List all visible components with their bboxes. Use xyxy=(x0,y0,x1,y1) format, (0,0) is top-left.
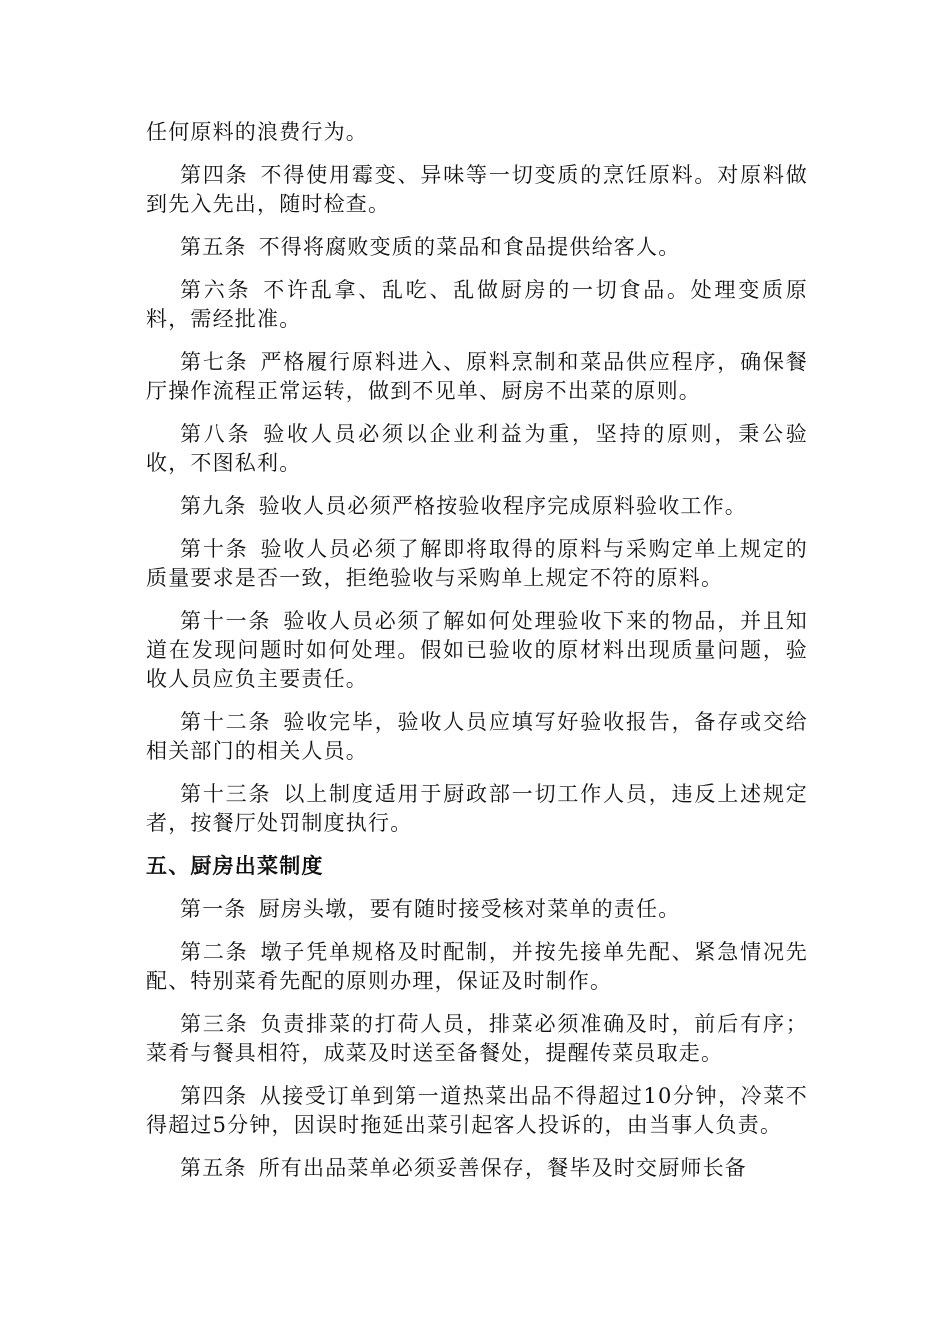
serving-rules-articles xyxy=(146,895,808,1183)
continuation-text: 任何原料的浪费行为。 xyxy=(146,120,368,144)
article-text: 验收完毕，验收人员应填写好验收报告，备存或交给相关部门的相关人员。 xyxy=(146,710,808,763)
article-paragraph xyxy=(146,1154,808,1183)
article-paragraph xyxy=(146,348,808,406)
article-number: 第四条 xyxy=(180,1084,248,1108)
article-text: 厨房头墩，要有随时接受核对菜单的责任。 xyxy=(258,897,681,921)
article-number: 第十二条 xyxy=(180,710,272,734)
article-paragraph xyxy=(146,938,808,996)
article-number: 第九条 xyxy=(180,494,247,518)
article-text: 从接受订单到第一道热菜出品不得超过10分钟，冷菜不得超过5分钟，因误时拖延出菜引起客人投诉的，由当事人负责。 xyxy=(146,1084,808,1137)
article-number: 第十条 xyxy=(180,537,249,561)
article-number: 第五条 xyxy=(180,235,247,259)
article-number: 第三条 xyxy=(180,1012,249,1036)
article-number: 第六条 xyxy=(180,278,252,302)
article-text: 墩子凭单规格及时配制，并按先接单先配、紧急情况先配、特别菜肴先配的原则办理，保证及时制作。 xyxy=(146,940,808,993)
article-text: 以上制度适用于厨政部一切工作人员，违反上述规定者，按餐厅处罚制度执行。 xyxy=(146,782,808,835)
article-number: 第十三条 xyxy=(180,782,272,806)
article-text: 负责排菜的打荷人员，排菜必须准确及时，前后有序；菜肴与餐具相符，成菜及时送至备餐处，提醒传菜员取走。 xyxy=(146,1012,808,1065)
article-paragraph xyxy=(146,895,808,924)
article-text: 验收人员必须严格按验收程序完成原料验收工作。 xyxy=(258,494,748,518)
article-number: 第十一条 xyxy=(180,609,272,633)
article-paragraph xyxy=(146,780,808,838)
article-paragraph xyxy=(146,420,808,478)
article-number: 第五条 xyxy=(180,1156,247,1180)
article-paragraph xyxy=(146,607,808,694)
article-number: 第四条 xyxy=(180,163,249,187)
article-text: 不许乱拿、乱吃、乱做厨房的一切食品。处理变质原料，需经批准。 xyxy=(146,278,808,331)
article-text: 不得使用霉变、异味等一切变质的烹饪原料。对原料做到先入先出，随时检查。 xyxy=(146,163,808,216)
article-paragraph xyxy=(146,1010,808,1068)
article-paragraph xyxy=(146,492,808,521)
article-number: 第二条 xyxy=(180,940,249,964)
article-paragraph xyxy=(146,535,808,593)
article-paragraph xyxy=(146,708,808,766)
article-text: 验收人员必须以企业利益为重，坚持的原则，秉公验收，不图私利。 xyxy=(146,422,808,475)
article-text: 不得将腐败变质的菜品和食品提供给客人。 xyxy=(258,235,681,259)
article-number: 第一条 xyxy=(180,897,247,921)
article-paragraph xyxy=(146,1082,808,1140)
document-body xyxy=(146,118,808,1197)
article-text: 严格履行原料进入、原料烹制和菜品供应程序，确保餐厅操作流程正常运转，做到不见单、厨房不出菜的原则。 xyxy=(146,350,808,403)
article-paragraph xyxy=(146,276,808,334)
article-number: 第八条 xyxy=(180,422,252,446)
article-text: 验收人员必须了解即将取得的原料与采购定单上规定的质量要求是否一致，拒绝验收与采购单上规定不符的原料。 xyxy=(146,537,808,590)
article-paragraph xyxy=(146,233,808,262)
article-paragraph xyxy=(146,161,808,219)
section-heading: 五、厨房出菜制度 xyxy=(146,854,324,878)
article-number: 第七条 xyxy=(180,350,249,374)
article-text: 验收人员必须了解如何处理验收下来的物品，并且知道在发现问题时如何处理。假如已验收的原材料出现质量问题，验收人员应负主要责任。 xyxy=(146,609,808,691)
kitchen-rules-articles xyxy=(146,161,808,838)
article-text: 所有出品菜单必须妥善保存，餐毕及时交厨师长备 xyxy=(258,1156,748,1180)
